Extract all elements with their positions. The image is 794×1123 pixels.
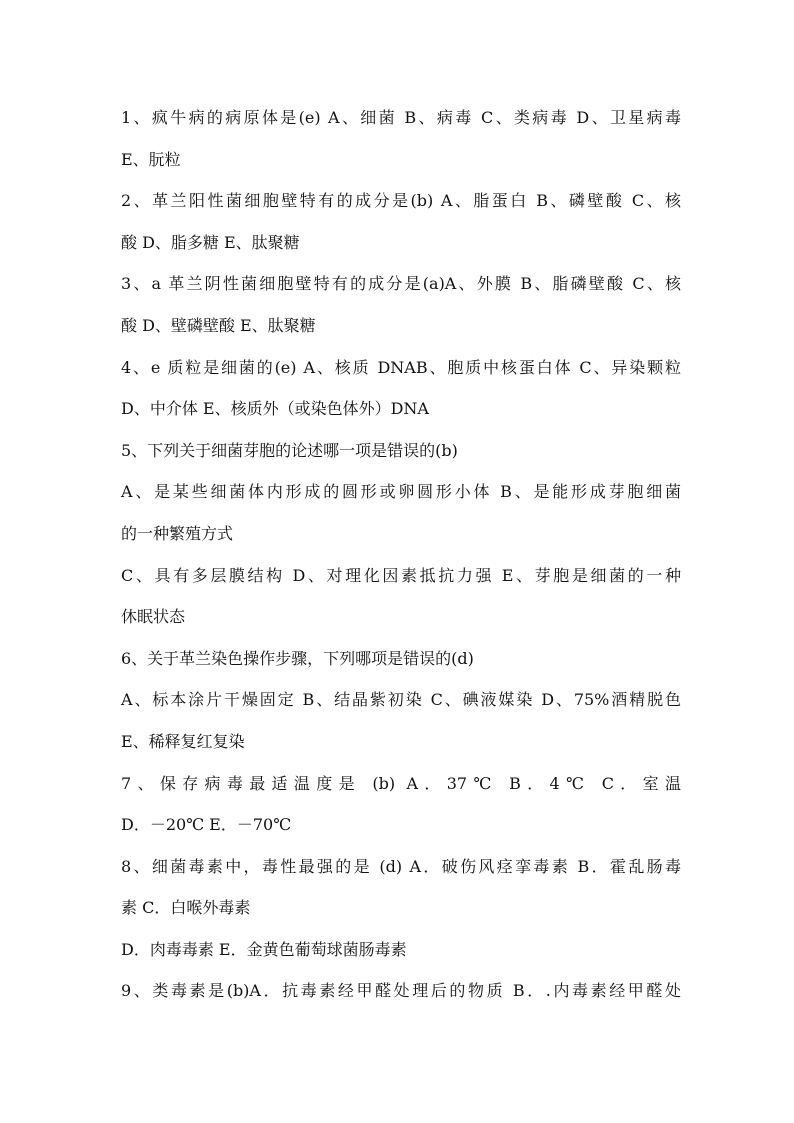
text-line: 5、下列关于细菌芽胞的论述哪一项是错误的(b) <box>121 440 458 460</box>
text-line: 素 C．白喉外毒素 <box>121 898 251 918</box>
text-line: D．肉毒毒素 E．金黄色葡萄球菌肠毒素 <box>121 939 407 959</box>
text-line: 9、类毒素是(b)A．抗毒素经甲醛处理后的物质 B．.内毒素经甲醛处 <box>121 981 681 1001</box>
text-line: A、标本涂片干燥固定 B、结晶紫初染 C、碘液媒染 D、75%酒精脱色 <box>121 690 681 710</box>
text-line: 的一种繁殖方式 <box>121 523 234 543</box>
text-line: 7、保存病毒最适温度是 (b) A．37℃ B．4℃ C．室温 <box>121 773 681 793</box>
text-line: 3、a 革兰阴性菌细胞壁特有的成分是(a)A、外膜 B、脂磷壁酸 C、核 <box>121 274 681 294</box>
text-line: C、具有多层膜结构 D、对理化因素抵抗力强 E、芽胞是细菌的一种 <box>121 565 681 585</box>
text-line: 酸 D、脂多糖 E、肽聚糖 <box>121 232 300 252</box>
text-line: 6、关于革兰染色操作步骤，下列哪项是错误的(d) <box>121 648 474 668</box>
text-line: D、中介体 E、核质外（或染色体外）DNA <box>121 399 429 419</box>
text-line: 8、细菌毒素中，毒性最强的是 (d) A．破伤风痉挛毒素 B．霍乱肠毒 <box>121 856 681 876</box>
text-line: A、是某些细菌体内形成的圆形或卵圆形小体 B、是能形成芽胞细菌 <box>121 482 681 502</box>
text-line: 2、革兰阳性菌细胞壁特有的成分是(b) A、脂蛋白 B、磷壁酸 C、核 <box>121 191 681 211</box>
document-body <box>121 104 681 1019</box>
text-line: E、稀释复红复染 <box>121 731 245 751</box>
text-line: 酸 D、壁磷壁酸 E、肽聚糖 <box>121 315 316 335</box>
text-line: D．－20℃ E．－70℃ <box>121 815 292 835</box>
text-line: 1、疯牛病的病原体是(e) A、细菌 B、病毒 C、类病毒 D、卫星病毒 <box>121 108 681 127</box>
text-line: E、朊粒 <box>121 149 181 169</box>
text-line: 4、e 质粒是细菌的(e) A、核质 DNAB、胞质中核蛋白体 C、异染颗粒 <box>121 357 681 377</box>
text-line: 休眠状态 <box>121 607 186 627</box>
